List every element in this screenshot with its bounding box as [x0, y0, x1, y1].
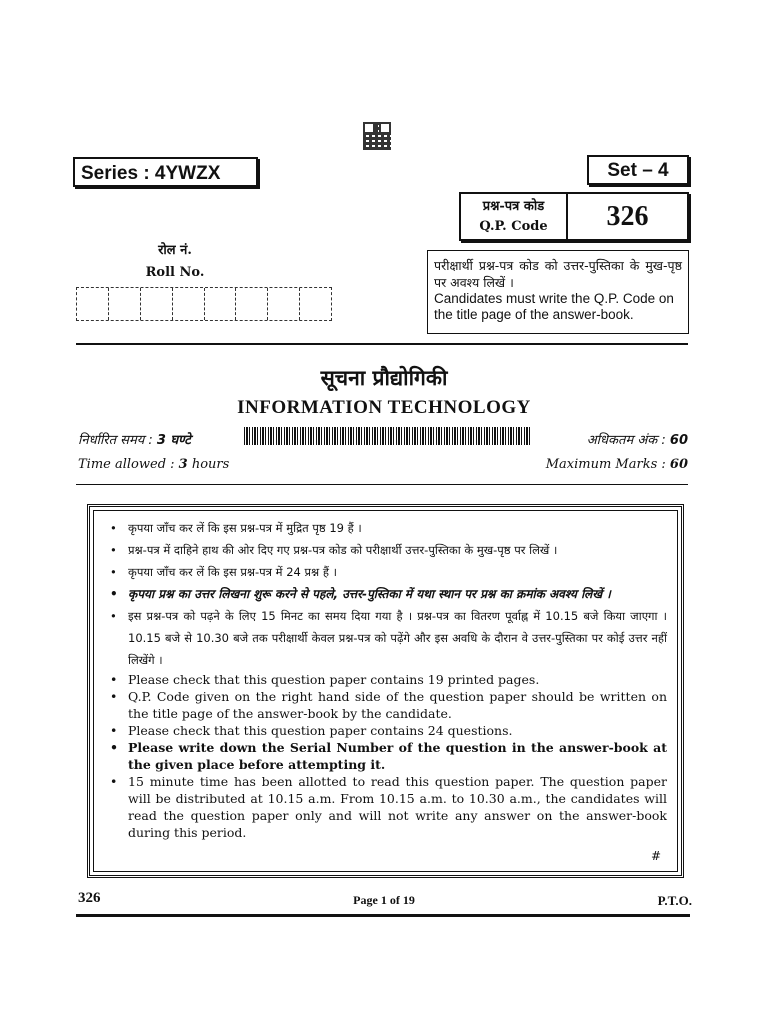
end-mark: # — [650, 849, 661, 863]
instruction-english-3: • Please check that this question paper contains 24 questions. — [100, 722, 667, 739]
roll-digit-box — [77, 288, 109, 320]
max-marks-hindi: अधिकतम अंक : 60 — [586, 433, 688, 448]
instructions-list — [100, 517, 667, 841]
roll-digit-box — [236, 288, 268, 320]
max-marks-english: Maximum Marks : 60 — [545, 457, 688, 472]
instruction-english-4: • Please write down the Serial Number of the question in the answer-book at the given place before attempting it. — [100, 739, 667, 773]
meta-divider — [76, 484, 688, 485]
roll-digit-box — [300, 288, 331, 320]
qp-code-box — [459, 192, 689, 241]
qp-code-note — [427, 250, 689, 334]
qp-code-value: 326 — [606, 200, 649, 232]
roll-digit-box — [205, 288, 237, 320]
qp-code-labels — [461, 194, 568, 239]
instruction-hindi-5: • इस प्रश्न-पत्र को पढ़ने के लिए 15 मिनट का समय दिया गया है । प्रश्न-पत्र का वितरण पूर्वाह्न में 10.15 बजे किया जाएगा । 10.15 बजे से 10.30 बजे तक परीक्षार्थी केवल प्रश्न-पत्र को पढ़ेंगे और इस अवधि के दौरान वे उत्तर-पुस्तिका पर कोई उत्तर नहीं लिखेंगे । — [100, 605, 667, 671]
roll-number-label — [120, 240, 230, 284]
instruction-hindi-4: • कृपया प्रश्न का उत्तर लिखना शुरू करने से पहले, उत्तर-पुस्तिका में यथा स्थान पर प्रश्न का क्रमांक अवश्य लिखें । — [100, 583, 667, 605]
set-label: Set – 4 — [587, 155, 689, 185]
roll-digit-box — [109, 288, 141, 320]
roll-number-boxes — [76, 287, 332, 321]
footer-pto: P.T.O. — [657, 893, 692, 908]
time-allowed-english: Time allowed : 3 hours — [78, 457, 230, 472]
instruction-hindi-3: • कृपया जाँच कर लें कि इस प्रश्न-पत्र में 24 प्रश्न हैं । — [100, 561, 667, 583]
footer-qp-code: 326 — [78, 890, 101, 906]
qp-label-english: Q.P. Code — [479, 218, 548, 234]
subject-title-hindi: सूचना प्रौद्योगिकी — [320, 366, 448, 390]
roll-label-english: Roll No. — [145, 265, 205, 280]
roll-label-hindi: रोल नं. — [158, 243, 192, 258]
footer-divider — [76, 914, 690, 917]
series-label: Series : 4YWZX — [73, 157, 258, 187]
note-english: Candidates must write the Q.P. Code on the title page of the answer-book. — [434, 291, 674, 322]
time-allowed-hindi: निर्धारित समय : 3 घण्टे — [78, 433, 191, 448]
instructions-box — [87, 504, 684, 878]
header-divider — [76, 343, 688, 345]
roll-digit-box — [141, 288, 173, 320]
roll-digit-box — [268, 288, 300, 320]
footer-page-number: Page 1 of 19 — [353, 893, 415, 907]
instructions-inner — [93, 510, 678, 872]
barcode — [244, 427, 532, 445]
subject-title-english: INFORMATION TECHNOLOGY — [237, 397, 531, 418]
instruction-english-1: • Please check that this question paper contains 19 printed pages. — [100, 671, 667, 688]
instruction-english-5: • 15 minute time has been allotted to read this question paper. The question paper will be distributed at 10.15 a.m. From 10.15 a.m. to 10.30 a.m., the candidates will read the question paper only and will not write any answer on the answer-book during this period. — [100, 773, 667, 841]
instruction-hindi-1: • कृपया जाँच कर लें कि इस प्रश्न-पत्र में मुद्रित पृष्ठ 19 हैं । — [100, 517, 667, 539]
instruction-english-2: • Q.P. Code given on the right hand side of the question paper should be written on the title page of the answer-book by the candidate. — [100, 688, 667, 722]
note-hindi: परीक्षार्थी प्रश्न-पत्र कोड को उत्तर-पुस्तिका के मुख-पृष्ठ पर अवश्य लिखें । — [434, 258, 682, 290]
qp-label-hindi: प्रश्न-पत्र कोड — [482, 198, 545, 214]
qr-code-icon — [363, 122, 391, 150]
instruction-hindi-2: • प्रश्न-पत्र में दाहिने हाथ की ओर दिए गए प्रश्न-पत्र कोड को परीक्षार्थी उत्तर-पुस्तिका के मुख-पृष्ठ पर लिखें । — [100, 539, 667, 561]
roll-digit-box — [173, 288, 205, 320]
